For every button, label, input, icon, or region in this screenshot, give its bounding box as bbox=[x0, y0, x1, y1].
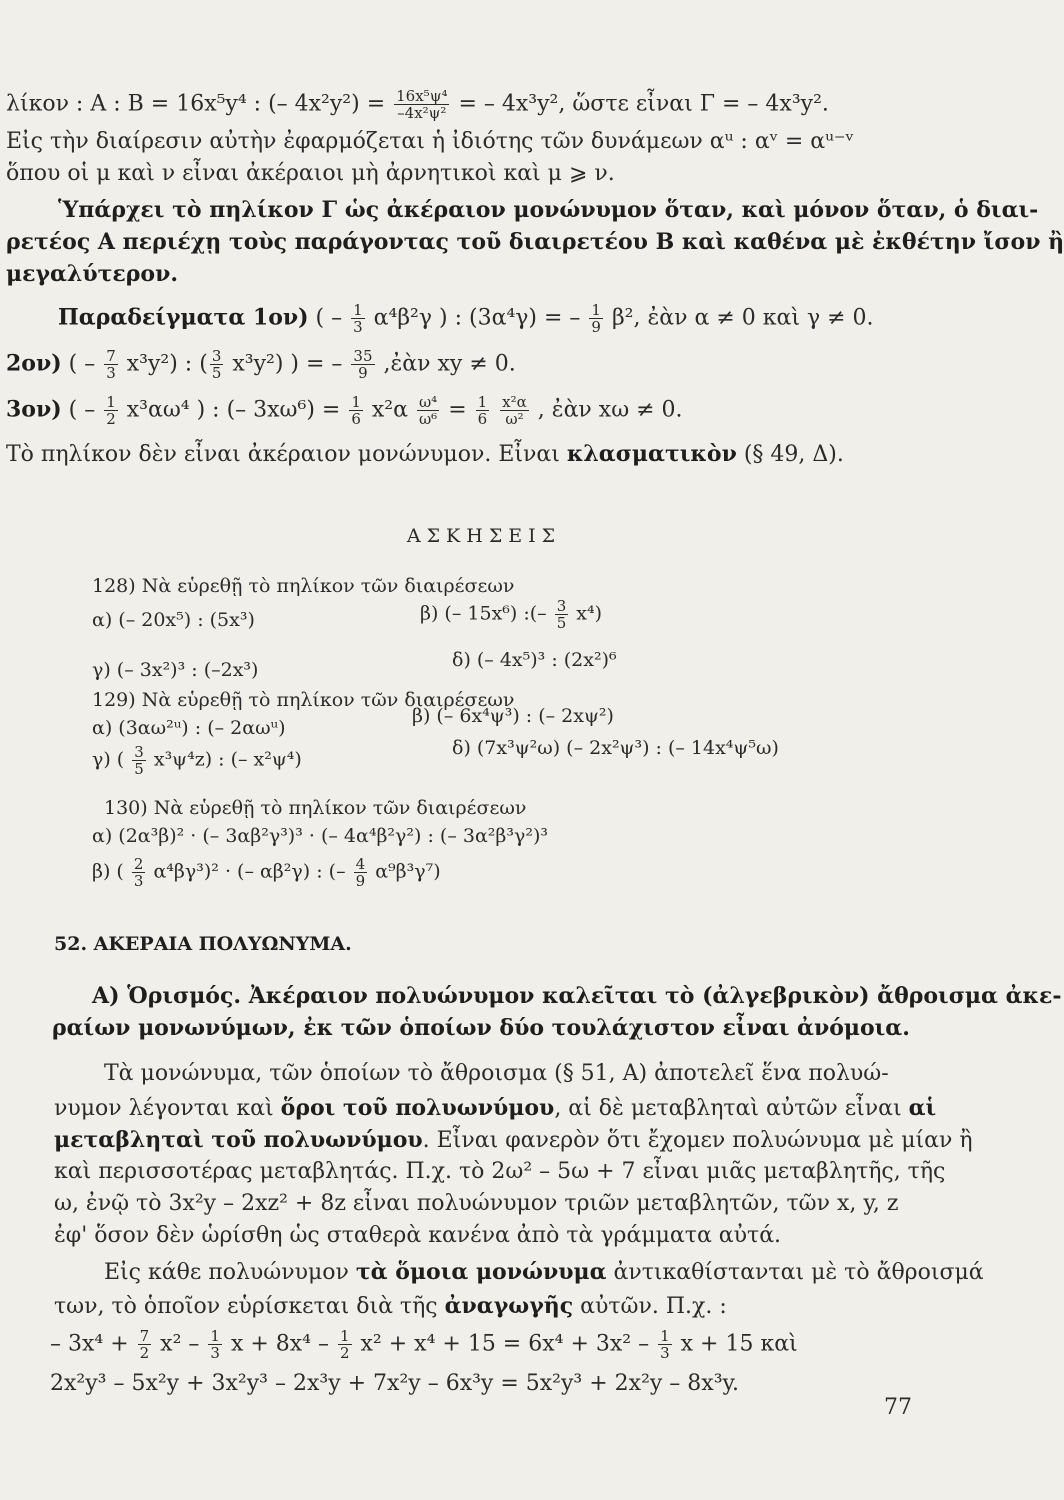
paragraph-1-line-1: Τὰ μονώνυμα, τῶν ὁποίων τὸ ἄθροισμα (§ 51, Α) ἀποτελεῖ ἕνα πολυώ- bbox=[104, 1061, 889, 1086]
fraction: $\frac{\text{16x⁵ψ⁴}}{\text{–4x²ψ²}}$ bbox=[396, 87, 448, 122]
exercise-128-a: α) (– 20x⁵) : (5x³) bbox=[92, 609, 255, 631]
exercise-129-a: α) (3αω²ᵘ) : (– 2αωᵘ) bbox=[92, 717, 286, 739]
fraction: $\frac{7}{3}$ bbox=[106, 347, 116, 382]
exercise-128-b: β) (– 15x⁶) :(– $\frac{3}{5}$ x⁴) bbox=[420, 597, 603, 632]
equation-2: 2x²y³ – 5x²y + 3x²y³ – 2x³y + 7x²y – 6x³y = 5x²y³ + 2x²y – 8x³y. bbox=[50, 1371, 740, 1396]
intro-text: = – 4x³y², ὥστε εἶναι Γ = – 4x³y². bbox=[451, 91, 829, 117]
paragraph-2-line-1: Εἰς κάθε πολυώνυμον τὰ ὅμοια μονώνυμα ἀντικαθίστανται μὲ τὸ ἄθροισμά bbox=[104, 1259, 984, 1285]
exercises-heading: ΑΣΚΗΣΕΙΣ bbox=[406, 525, 562, 547]
intro-line-1 bbox=[6, 88, 829, 121]
fraction: $\frac{3}{5}$ bbox=[211, 347, 222, 382]
equation-1: – 3x⁴ + $\frac{7}{2}$ x² – $\frac{1}{3}$ x + 8x⁴ – $\frac{1}{2}$ x² + x⁴ + 15 = 6x⁴ + 3x² – $\frac{1}{3}$ x + 15 καὶ bbox=[50, 1327, 798, 1362]
intro-line-2: Εἰς τὴν διαίρεσιν αὐτὴν ἐφαρμόζεται ἡ ἰδιότης τῶν δυνάμεων αᵘ : αᵛ = αᵘ⁻ᵛ bbox=[6, 129, 854, 154]
fraction: $\frac{2}{3}$ bbox=[133, 855, 144, 890]
example-3: 3ον) ( – $\frac{1}{2}$ x³αω⁴ ) : (– 3xω⁶) = $\frac{1}{6}$ x²α $\frac{\text{ω⁴}}{\text{ω⁶}}$ = $\frac{1}{6}$ $\frac{\text{x²α}}{\text{ω²}}$ , ἐὰν xω ≠ 0. bbox=[6, 393, 683, 428]
paragraph-1-line-6: ἐφ' ὅσον δὲν ὡρίσθη ὡς σταθερὰ κανένα ἀπὸ τὰ γράμματα αὐτά. bbox=[54, 1223, 782, 1248]
fraction: $\frac{1}{3}$ bbox=[660, 1327, 670, 1362]
paragraph-2-line-2: των, τὸ ὁποῖον εὑρίσκεται διὰ τῆς ἀναγωγῆς αὐτῶν. Π.χ. : bbox=[54, 1293, 727, 1319]
rule-line-3: μεγαλύτερον. bbox=[6, 261, 179, 287]
fraction: $\frac{1}{2}$ bbox=[339, 1327, 350, 1362]
page-number: 77 bbox=[884, 1395, 912, 1420]
fraction: $\frac{3}{5}$ bbox=[556, 597, 567, 632]
fraction: $\frac{1}{9}$ bbox=[591, 301, 601, 336]
exercise-128-c: γ) (– 3x²)³ : (–2x³) bbox=[92, 659, 259, 681]
fraction: $\frac{1}{3}$ bbox=[210, 1327, 220, 1362]
fraction: $\frac{\text{x²α}}{\text{ω²}}$ bbox=[502, 393, 527, 428]
intro-text: λίκον : Α : Β = 16x⁵y⁴ : (– 4x²y²) = bbox=[6, 91, 393, 117]
exercise-129-d: δ) (7x³ψ²ω) (– 2x²ψ³) : (– 14x⁴ψ⁵ω) bbox=[452, 737, 779, 759]
example-2: 2ον) ( – $\frac{7}{3}$ x³y²) : ( $\frac{3}{5}$ x³y²) ) = – $\frac{35}{9}$ ,ἐὰν xy ≠ 0. bbox=[6, 347, 516, 382]
fraction: $\frac{1}{2}$ bbox=[106, 393, 116, 428]
exercise-129-b: β) (– 6x⁴ψ³) : (– 2xψ²) bbox=[412, 705, 614, 727]
definition-line-1: Α) Ὁρισμός. Ἀκέραιον πολυώνυμον καλεῖται τὸ (ἀλγεβρικὸν) ἄθροισμα ἀκε- bbox=[92, 983, 1062, 1009]
fraction: $\frac{4}{9}$ bbox=[355, 855, 366, 890]
paragraph-1-line-2: νυμον λέγονται καὶ ὅροι τοῦ πολυωνύμου, αἱ δὲ μεταβληταὶ αὐτῶν εἶναι αἱ bbox=[54, 1095, 937, 1121]
paragraph-1-line-5: ω, ἐνῷ τὸ 3x²y – 2xz² + 8z εἶναι πολυώνυμον τριῶν μεταβλητῶν, τῶν x, y, z bbox=[54, 1191, 899, 1216]
definition-line-2: ραίων μονωνύμων, ἐκ τῶν ὁποίων δύο τουλάχιστον εἶναι ἀνόμοια. bbox=[52, 1015, 910, 1041]
fraction: $\frac{35}{9}$ bbox=[353, 347, 373, 382]
exercise-128: 128) Νὰ εὑρεθῇ τὸ πηλίκον τῶν διαιρέσεων bbox=[92, 575, 515, 597]
section-title: 52. ΑΚΕΡΑΙΑ ΠΟΛΥΩΝΥΜΑ. bbox=[54, 933, 352, 955]
fraction: $\frac{1}{6}$ bbox=[477, 393, 488, 428]
fraction: $\frac{1}{3}$ bbox=[353, 301, 363, 336]
exercise-130-b: β) ( $\frac{2}{3}$ α⁴βγ³)² · (– αβ²γ) : (– $\frac{4}{9}$ α⁹β³γ⁷) bbox=[92, 855, 441, 890]
exercise-128-d: δ) (– 4x⁵)³ : (2x²)⁶ bbox=[452, 649, 617, 671]
intro-line-3: ὅπου οἱ μ καὶ ν εἶναι ἀκέραιοι μὴ ἀρνητικοὶ καὶ μ ⩾ ν. bbox=[6, 161, 615, 186]
exercise-130-a: α) (2α³β)² · (– 3αβ²γ³)³ · (– 4α⁴β²γ²) : (– 3α²β³γ²)³ bbox=[92, 825, 548, 847]
rule-line-1: Ὑπάρχει τὸ πηλίκον Γ ὡς ἀκέραιον μονώνυμον ὅταν, καὶ μόνον ὅταν, ὁ διαι- bbox=[58, 197, 1039, 223]
example-3-note: Τὸ πηλίκον δὲν εἶναι ἀκέραιον μονώνυμον. Εἶναι κλασματικὸν (§ 49, Δ). bbox=[6, 441, 844, 467]
example-1: Παραδείγματα 1ον) ( – $\frac{1}{3}$ α⁴β²γ ) : (3α⁴γ) = – $\frac{1}{9}$ β², ἐὰν α ≠ 0 καὶ γ ≠ 0. bbox=[58, 301, 874, 336]
paragraph-1-line-4: καὶ περισσοτέρας μεταβλητάς. Π.χ. τὸ 2ω² – 5ω + 7 εἶναι μιᾶς μεταβλητῆς, τῆς bbox=[54, 1159, 946, 1184]
exercise-129-c: γ) ( $\frac{3}{5}$ x³ψ⁴z) : (– x²ψ⁴) bbox=[92, 743, 302, 778]
exercise-129: 129) Νὰ εὑρεθῇ τὸ πηλίκον τῶν διαιρέσεων bbox=[92, 689, 515, 711]
paragraph-1-line-3: μεταβληταὶ τοῦ πολυωνύμου. Εἶναι φανερὸν ὅτι ἔχομεν πολυώνυμα μὲ μίαν ἢ bbox=[54, 1127, 973, 1153]
fraction: $\frac{\text{ω⁴}}{\text{ω⁶}}$ bbox=[418, 393, 438, 428]
exercise-130: 130) Νὰ εὑρεθῇ τὸ πηλίκον τῶν διαιρέσεων bbox=[104, 797, 527, 819]
fraction: $\frac{3}{5}$ bbox=[134, 743, 144, 778]
fraction: $\frac{7}{2}$ bbox=[139, 1327, 150, 1362]
rule-line-2: ρετέος Α περιέχῃ τοὺς παράγοντας τοῦ διαιρετέου Β καὶ καθένα μὲ ἐκθέτην ἴσον ἢ bbox=[6, 229, 1064, 255]
fraction: $\frac{1}{6}$ bbox=[351, 393, 361, 428]
